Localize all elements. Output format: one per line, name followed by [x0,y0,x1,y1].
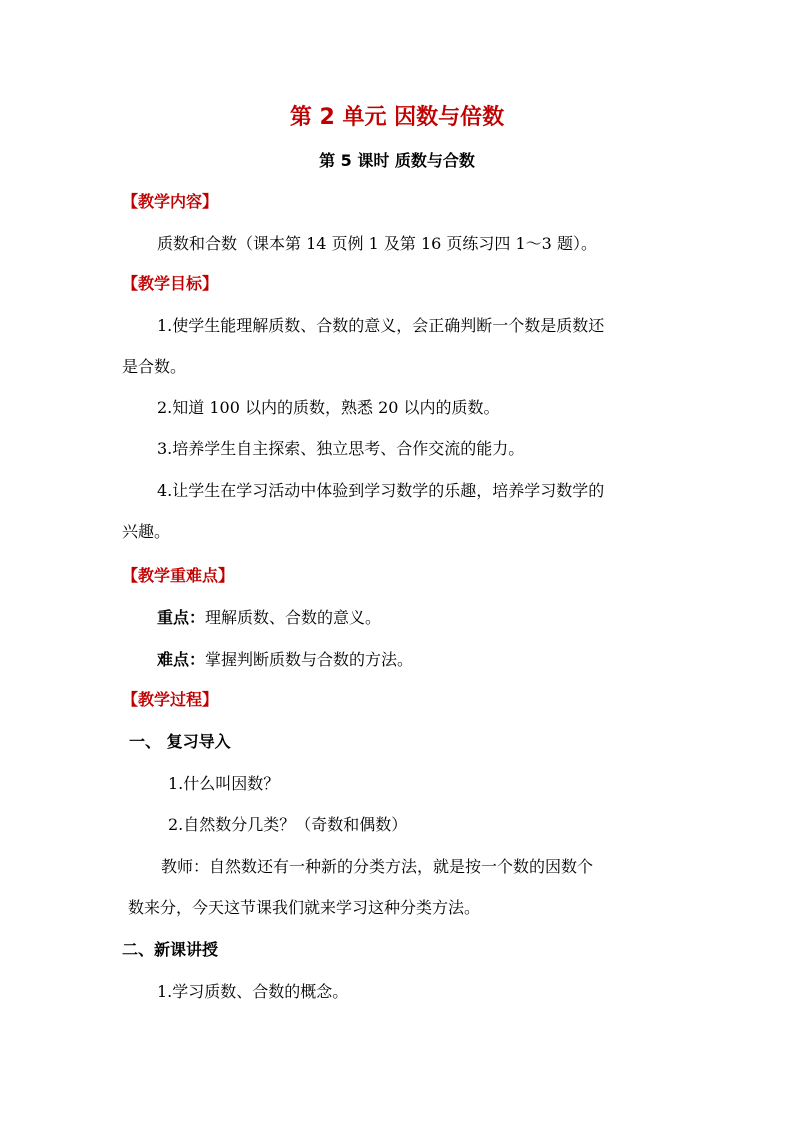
difficulty-label: 难点： [157,650,206,669]
teacher-line-1: 教师：自然数还有一种新的分类方法，就是按一个数的因数个 [161,857,594,876]
part-2-item-1: 1.学习质数、合数的概念。 [157,982,349,1001]
section-heading-process: 【教学过程】 [122,690,219,709]
content-text: 质数和合数（课本第 14 页例 1 及第 16 页练习四 1～3 题）。 [157,234,597,253]
focus-text: 理解质数、合数的意义。 [205,608,382,627]
question-2: 2.自然数分几类？（奇数和偶数） [168,815,408,834]
goal-3: 3.培养学生自主探索、独立思考、合作交流的能力。 [157,439,525,458]
lesson-subtitle: 第 5 课时 质数与合数 [319,151,475,170]
part-1-title: 一、 复习导入 [129,732,231,751]
goal-2: 2.知道 100 以内的质数，熟悉 20 以内的质数。 [157,398,500,417]
focus-label: 重点： [157,608,206,627]
goal-1-line-1: 1.使学生能理解质数、合数的意义，会正确判断一个数是质数还 [157,316,605,335]
part-2-title: 二、新课讲授 [122,940,219,959]
section-heading-goals: 【教学目标】 [122,274,219,293]
difficulty-text: 掌握判断质数与合数的方法。 [205,650,414,669]
section-heading-content: 【教学内容】 [122,192,219,211]
goal-4-line-2: 兴趣。 [122,522,171,541]
focus-row [157,608,381,628]
goal-4-line-1: 4.让学生在学习活动中体验到学习数学的乐趣，培养学习数学的 [157,481,605,500]
section-heading-keypoints: 【教学重难点】 [122,566,235,585]
question-1: 1.什么叫因数？ [168,774,280,793]
difficulty-row [157,650,413,670]
teacher-line-2: 数来分，今天这节课我们就来学习这种分类方法。 [128,898,481,917]
document-title: 第 2 单元 因数与倍数 [289,105,505,130]
goal-1-line-2: 是合数。 [122,357,187,376]
